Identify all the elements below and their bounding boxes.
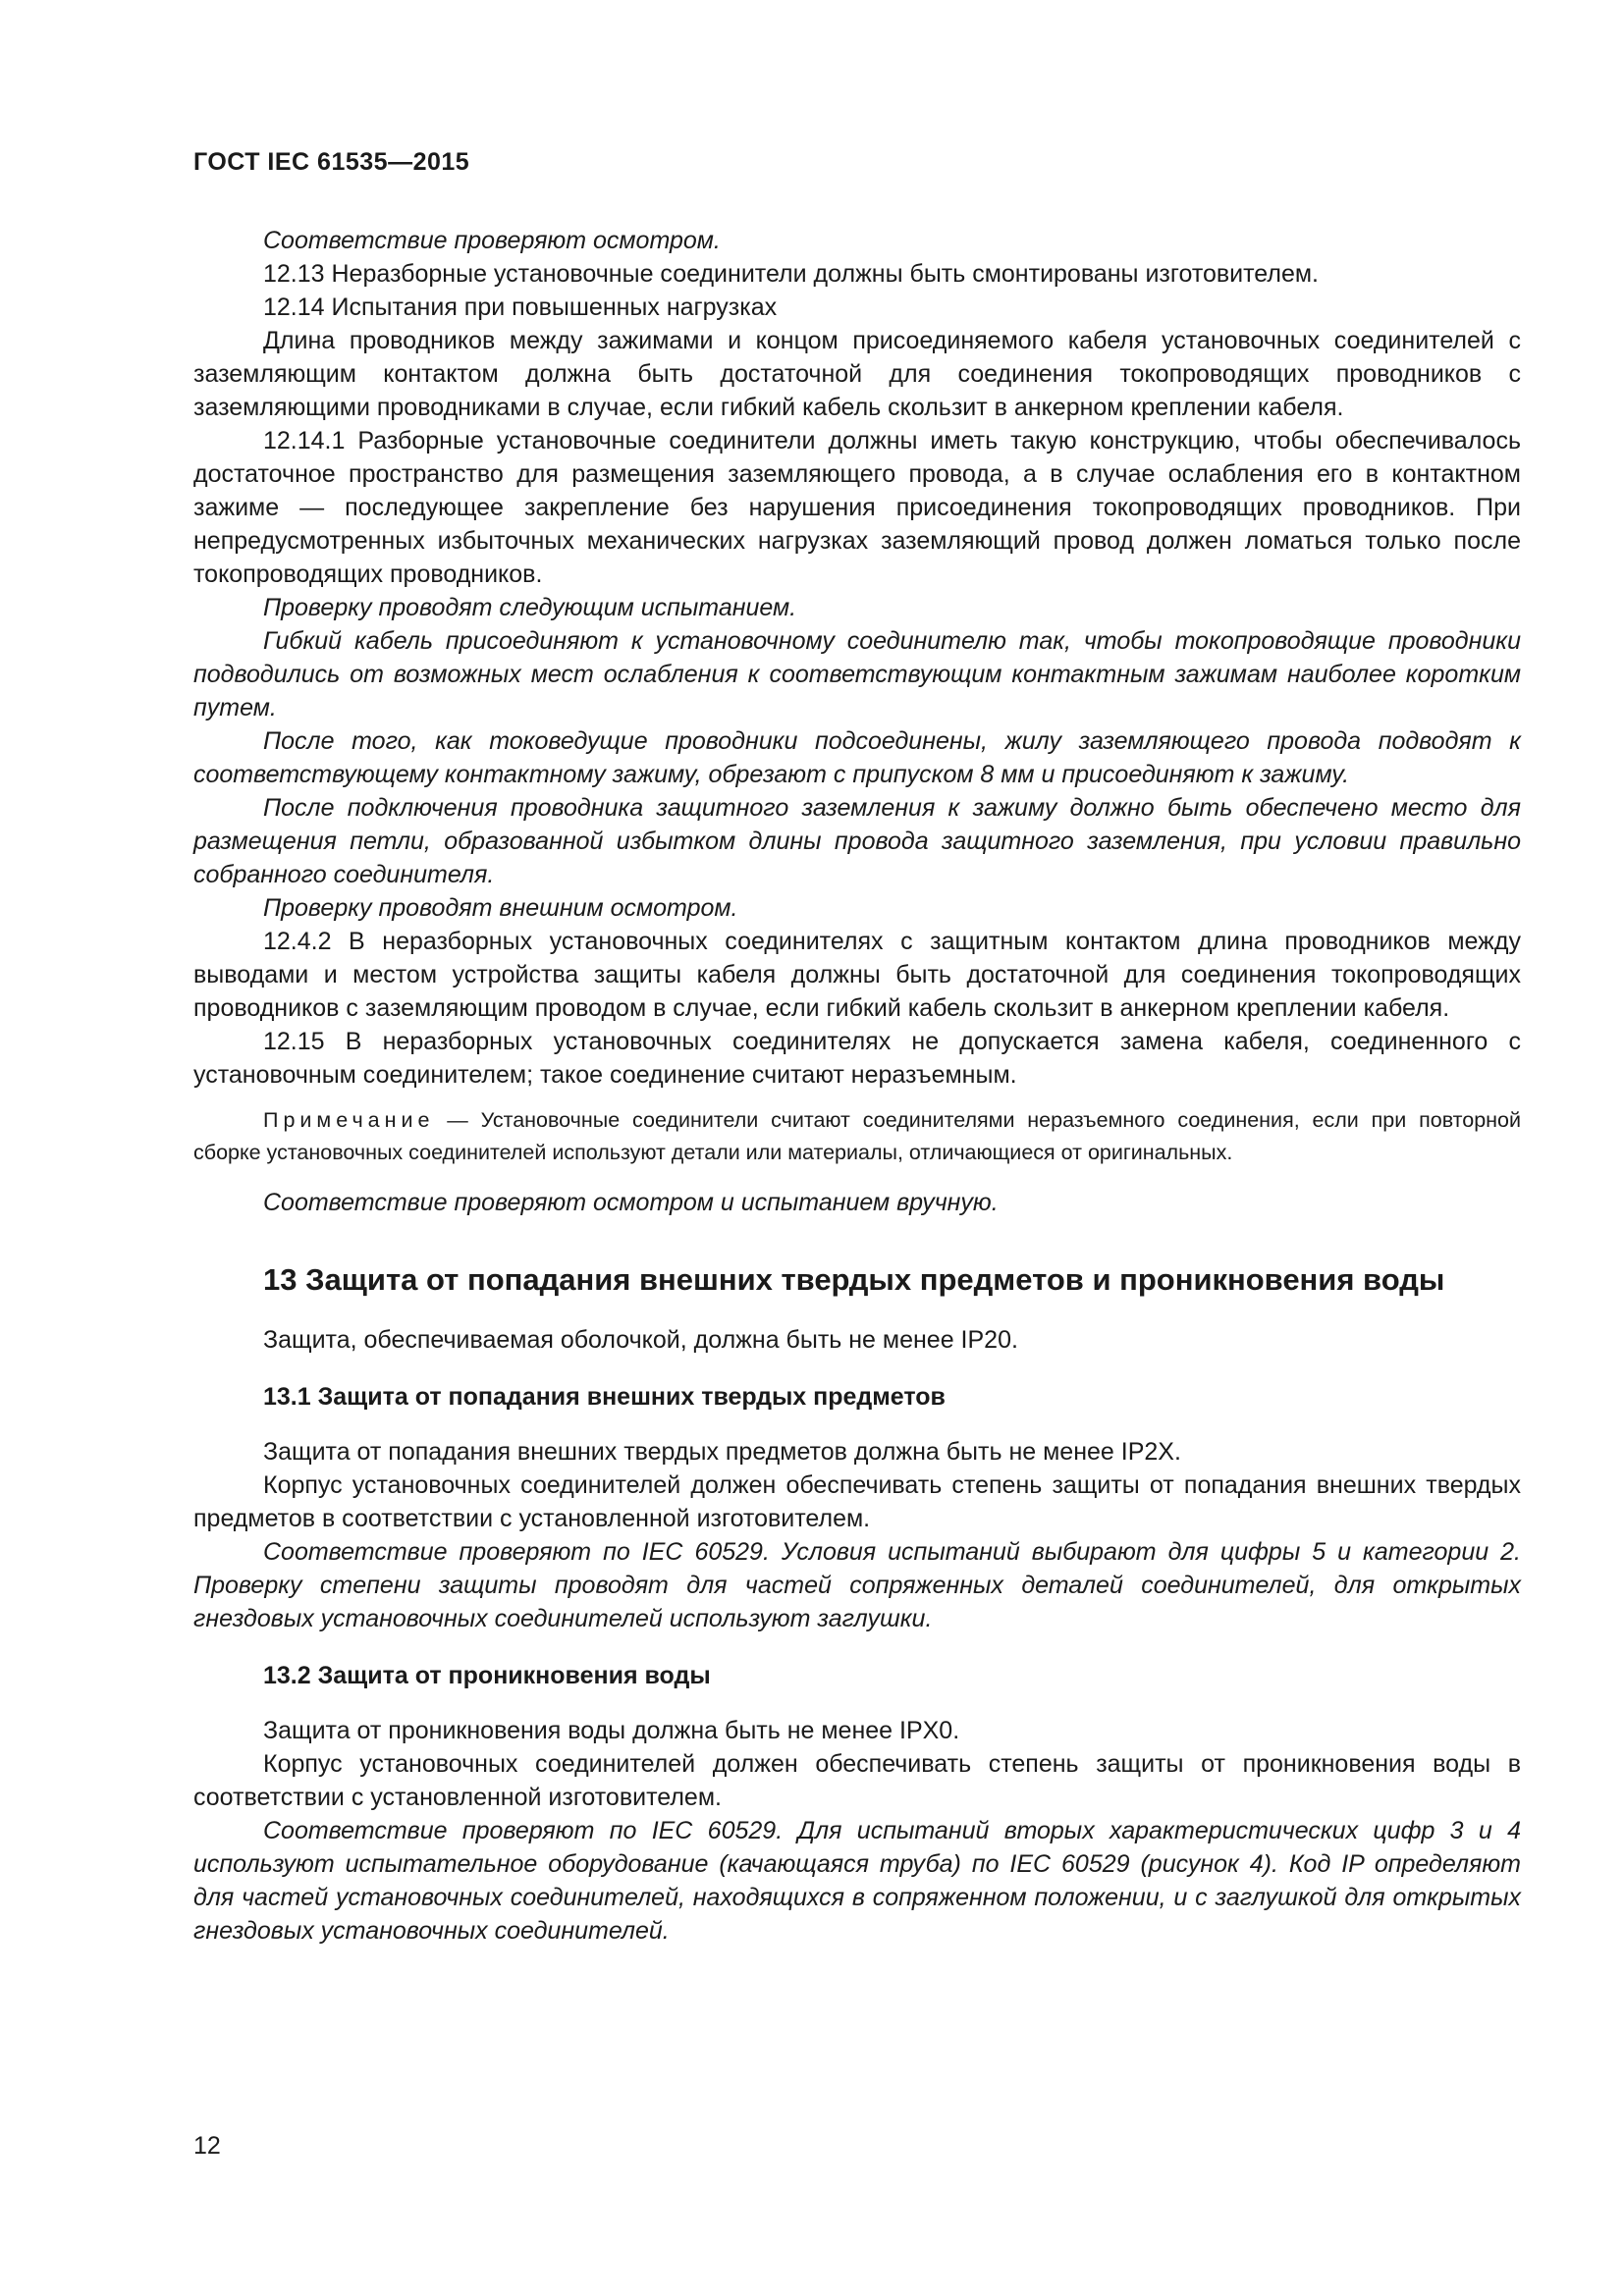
note <box>193 1104 1521 1169</box>
paragraph: Гибкий кабель присоединяют к установочному соединителю так, чтобы токопроводящие проводники подводились от возможных мест ослабления к соответствующим контактным зажимам наиболее коротким путем. <box>193 627 1521 721</box>
paragraph: Защита от попадания внешних твердых предметов должна быть не менее IP2X. <box>263 1438 1181 1466</box>
paragraph: Защита, обеспечиваемая оболочкой, должна быть не менее IP20. <box>263 1326 1018 1354</box>
section-13-1-heading: 13.1 Защита от попадания внешних твердых предметов <box>263 1383 946 1411</box>
section-13-2-heading: 13.2 Защита от проникновения воды <box>263 1662 711 1689</box>
paragraph: Корпус установочных соединителей должен обеспечивать степень защиты от попадания внешних твердых предметов в соответствии с установленной изготовителем. <box>193 1471 1521 1532</box>
paragraph: Соответствие проверяют по IEC 60529. Для испытаний вторых характеристических цифр 3 и 4 используют испытательное оборудование (качающаяся труба) по IEC 60529 (рисунок 4). Код IP определяют для частей установочных соединителей, находящихся в сопряженном положении, и с заглушкой для открытых гнездовых установочных соединителей. <box>193 1817 1521 1945</box>
paragraph: 12.4.2 В неразборных установочных соединителях с защитным контактом длина проводников между выводами и местом устройства защиты кабеля должны быть достаточной для соединения токопроводящих проводников с заземляющим проводом в случае, если гибкий кабель скользит в анкерном креплении кабеля. <box>193 928 1521 1022</box>
paragraph: Соответствие проверяют осмотром и испытанием вручную. <box>263 1189 999 1216</box>
paragraph: Проверку проводят внешним осмотром. <box>263 894 738 922</box>
paragraph: Соответствие проверяют по IEC 60529. Условия испытаний выбирают для цифры 5 и категории 2. Проверку степени защиты проводят для частей сопряженных деталей соединителей, для открытых гнездовых установочных соединителей используют заглушки. <box>193 1538 1521 1632</box>
page-number: 12 <box>193 2132 221 2160</box>
note-label: Примечание <box>263 1108 435 1132</box>
note-text: — Установочные соединители считают соединителями неразъемного соединения, если при повторной сборке установочных соединителей используют детали или материалы, отличающиеся от оригинальных. <box>193 1108 1521 1164</box>
document-header: ГОСТ IEC 61535—2015 <box>193 148 470 176</box>
paragraph: После того, как токоведущие проводники подсоединены, жилу заземляющего провода подводят к соответствующему контактному зажиму, обрезают с припуском 8 мм и присоединяют к зажиму. <box>193 727 1521 788</box>
paragraph: Проверку проводят следующим испытанием. <box>263 594 797 621</box>
section-13-heading: 13 Защита от попадания внешних твердых предметов и проникновения воды <box>263 1262 1445 1297</box>
document-body <box>193 224 1521 1948</box>
paragraph: Корпус установочных соединителей должен обеспечивать степень защиты от проникновения воды в соответствии с установленной изготовителем. <box>193 1750 1521 1811</box>
paragraph: 12.14 Испытания при повышенных нагрузках <box>263 294 778 321</box>
paragraph: Защита от проникновения воды должна быть не менее IPX0. <box>263 1717 960 1744</box>
paragraph: Длина проводников между зажимами и концом присоединяемого кабеля установочных соединителей с заземляющим контактом должна быть достаточной для соединения токопроводящих проводников с заземляющими проводниками в случае, если гибкий кабель скользит в анкерном креплении кабеля. <box>193 327 1521 421</box>
paragraph: 12.14.1 Разборные установочные соединители должны иметь такую конструкцию, чтобы обеспечивалось достаточное пространство для размещения заземляющего провода, а в случае ослабления его в контактном зажиме — последующее закрепление без нарушения присоединения токопроводящих проводников. При непредусмотренных избыточных механических нагрузках заземляющий провод должен ломаться только после токопроводящих проводников. <box>193 427 1521 588</box>
paragraph: После подключения проводника защитного заземления к зажиму должно быть обеспечено место для размещения петли, образованной избытком длины провода защитного заземления, при условии правильно собранного соединителя. <box>193 794 1521 888</box>
paragraph: 12.13 Неразборные установочные соединители должны быть смонтированы изготовителем. <box>263 260 1319 288</box>
paragraph: Соответствие проверяют осмотром. <box>263 227 721 254</box>
paragraph: 12.15 В неразборных установочных соединителях не допускается замена кабеля, соединенного с установочным соединителем; такое соединение считают неразъемным. <box>193 1028 1521 1089</box>
